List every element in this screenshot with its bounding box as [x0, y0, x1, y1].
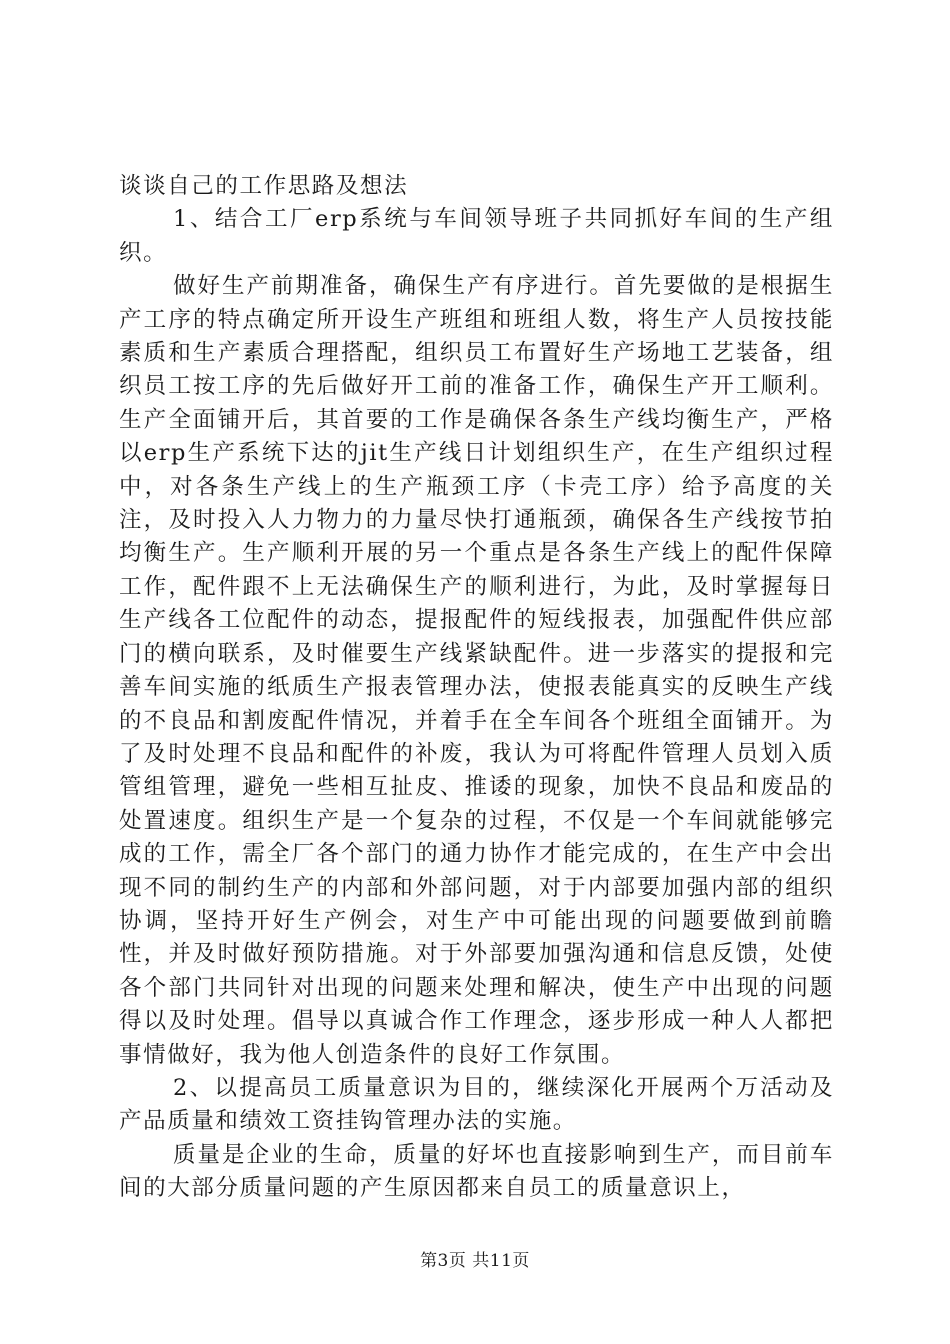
paragraph-2: 做好生产前期准备，确保生产有序进行。首先要做的是根据生产工序的特点确定所开设生产班组和班组人数，将生产人员按技能素质和生产素质合理搭配，组织员工布置好生产场地工艺装备，组织员工按工序的先后做好开工前的准备工作，确保生产开工顺利。生产全面铺开后，其首要的工作是确保各条生产线均衡生产，严格以erp生产系统下达的jit生产线日计划组织生产，在生产组织过程中，对各条生产线上的生产瓶颈工序（卡壳工序）给予高度的关注，及时投入人力物力的力量尽快打通瓶颈，确保各生产线按节拍均衡生产。生产顺利开展的另一个重点是各条生产线上的配件保障工作，配件跟不上无法确保生产的顺利进行，为此，及时掌握每日生产线各工位配件的动态，提报配件的短线报表，加强配件供应部门的横向联系，及时催要生产线紧缺配件。进一步落实的提报和完善车间实施的纸质生产报表管理办法，使报表能真实的反映生产线的不良品和割废配件情况，并着手在全车间各个班组全面铺开。为了及时处理不良品和配件的补废，我认为可将配件管理人员划入质管组管理，避免一些相互扯皮、推诿的现象，加快不良品和废品的处置速度。组织生产是一个复杂的过程，不仅是一个车间就能够完成的工作，需全厂各个部门的通力协作才能完成的，在生产中会出现不同的制约生产的内部和外部问题，对于内部要加强内部的组织协调，坚持开好生产例会，对生产中可能出现的问题要做到前瞻性，并及时做好预防措施。对于外部要加强沟通和信息反馈，处使各个部门共同针对出现的问题来处理和解决，使生产中出现的问题得以及时处理。倡导以真诚合作工作理念，逐步形成一种人人都把事情做好，我为他人创造条件的良好工作氛围。 [119, 273, 834, 1068]
document-heading: 谈谈自己的工作思路及想法 [119, 173, 409, 199]
document-body [119, 170, 834, 1206]
paragraph-1: 1、结合工厂erp系统与车间领导班子共同抓好车间的生产组织。 [119, 206, 834, 266]
page-number-footer: 第3页 共11页 [420, 1251, 530, 1271]
paragraph-3: 2、以提高员工质量意识为目的，继续深化开展两个万活动及产品质量和绩效工资挂钩管理办法的实施。 [119, 1074, 834, 1135]
paragraph-4: 质量是企业的生命，质量的好坏也直接影响到生产，而目前车间的大部分质量问题的产生原因都来自员工的质量意识上， [119, 1141, 834, 1202]
